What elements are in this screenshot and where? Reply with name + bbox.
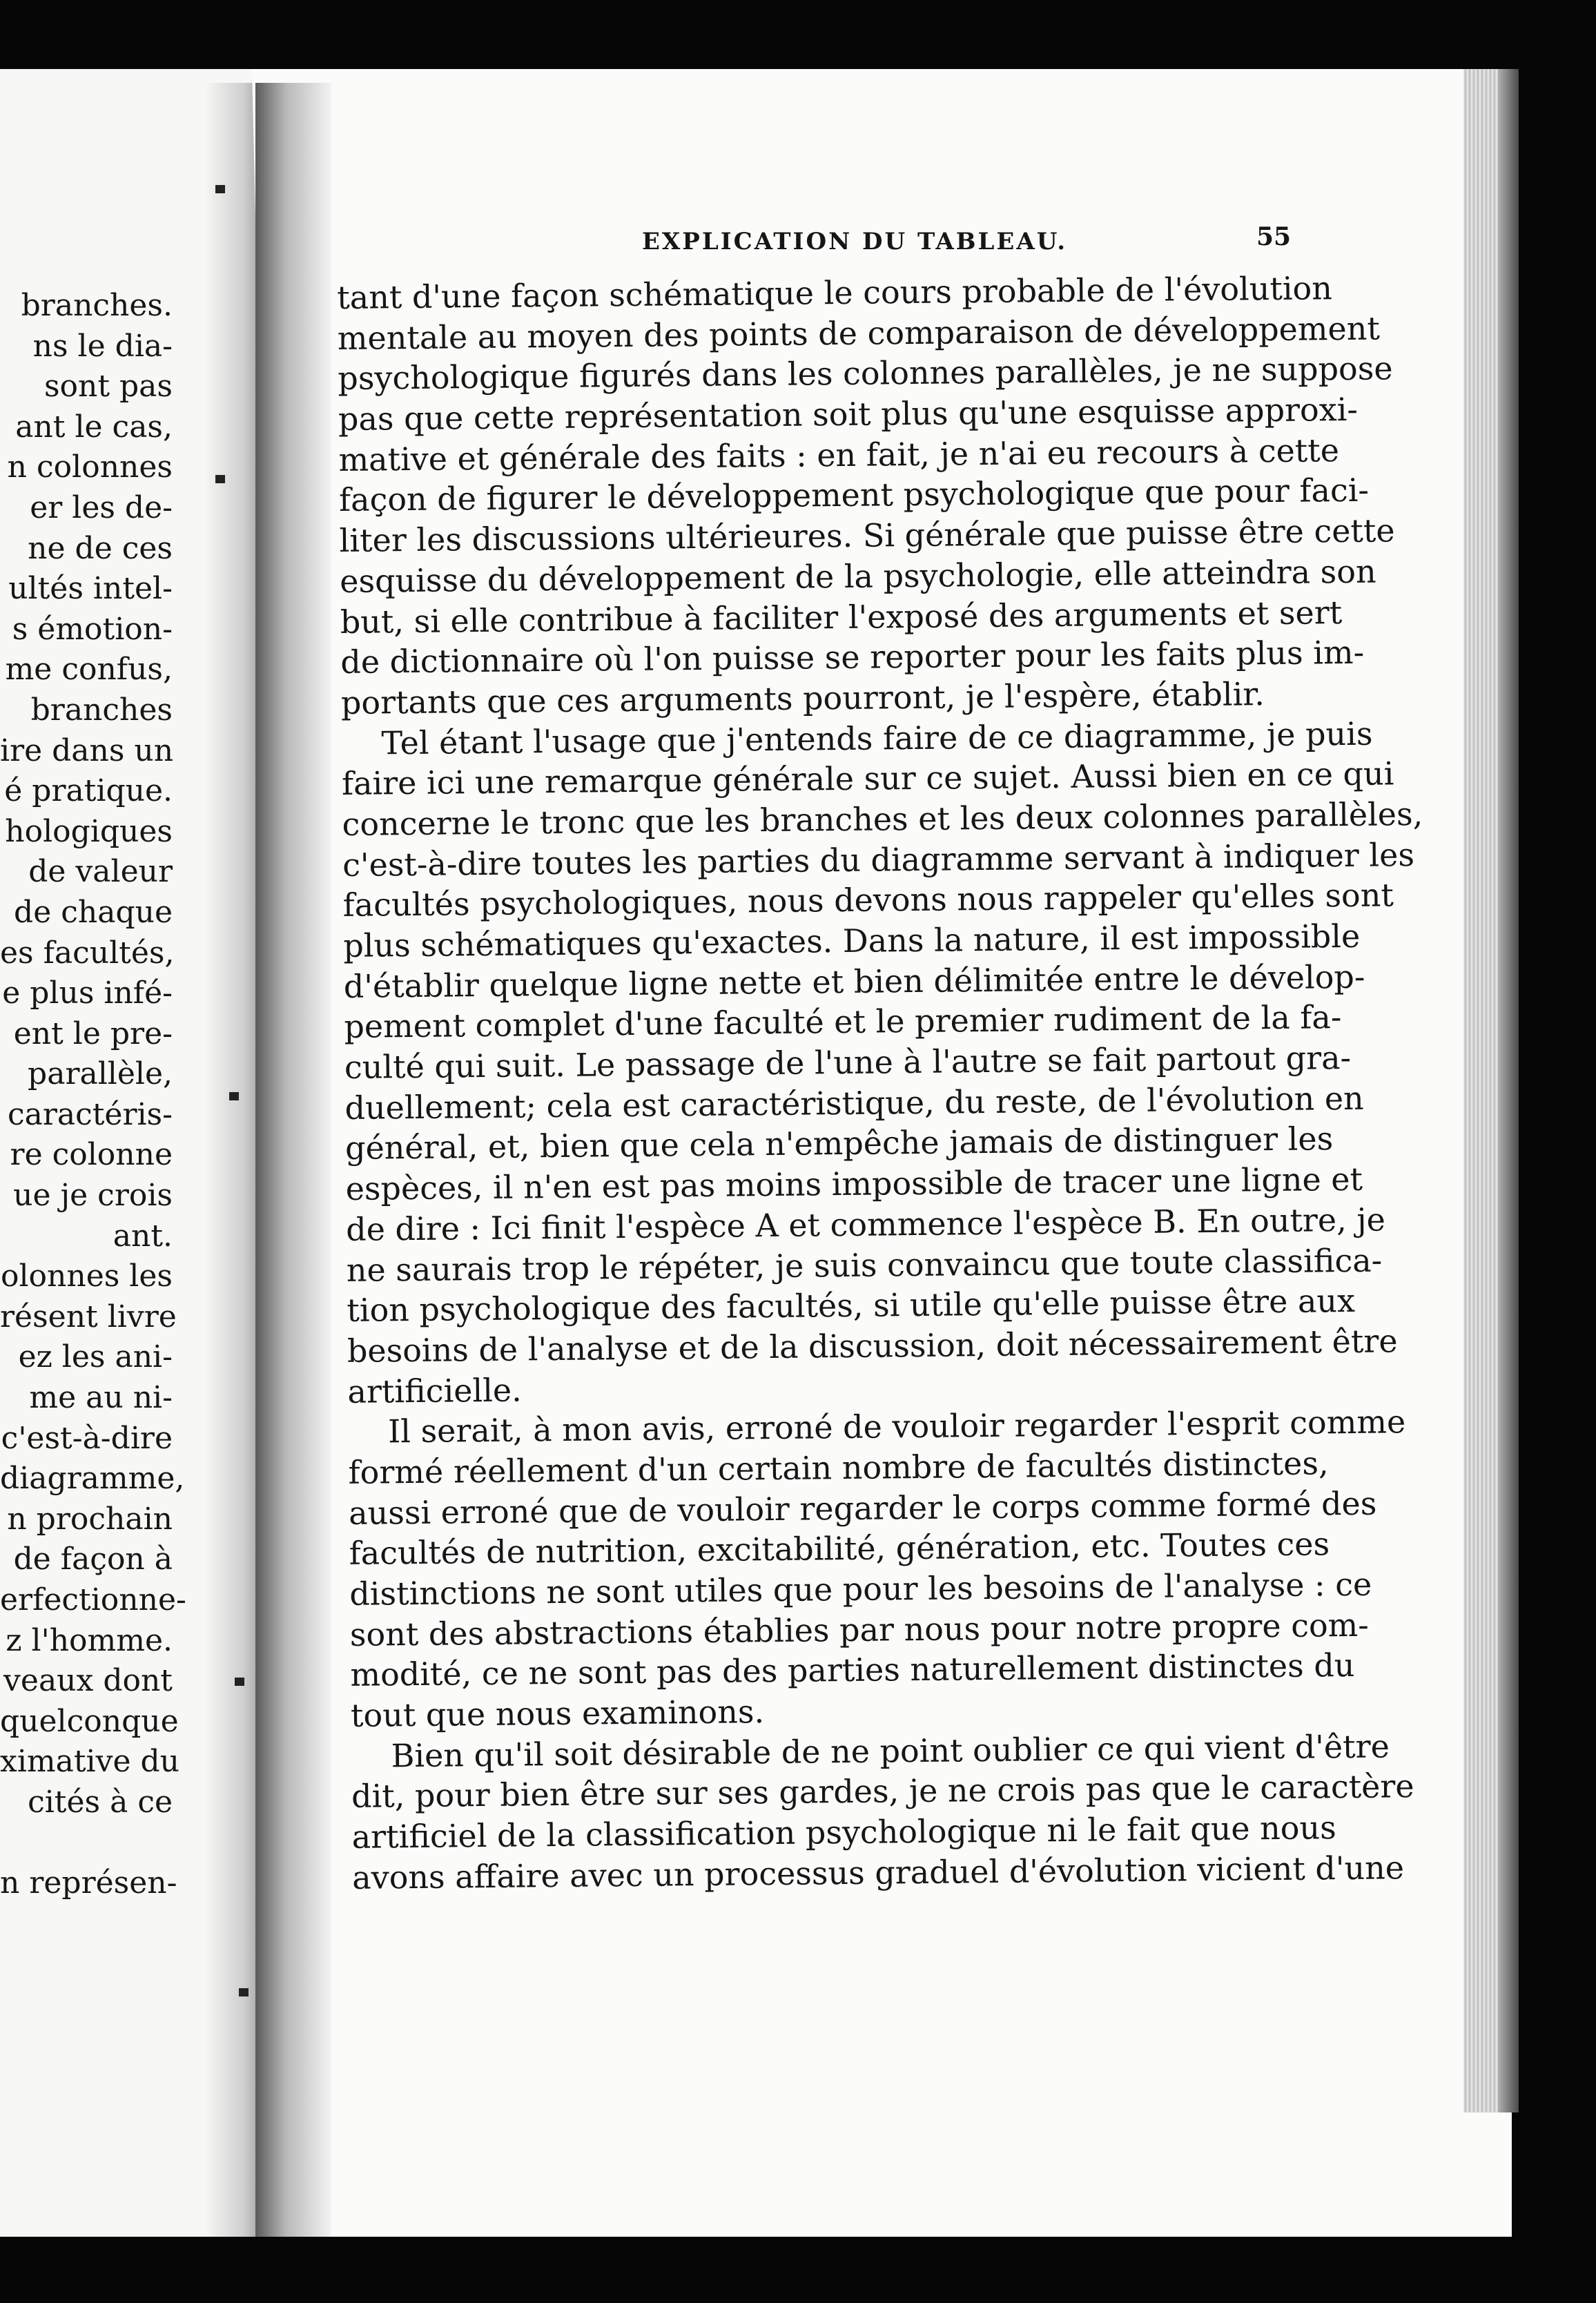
left-line: s émotion-	[12, 611, 173, 647]
text-line: plus schématiques qu'exactes. Dans la nature, il est impossible	[343, 917, 1361, 964]
text-line: mative et générale des faits : en fait, je n'ai eu recours à cette	[338, 431, 1340, 478]
text-line: avons affaire avec un processus graduel d'évolution vicient d'une	[351, 1849, 1405, 1896]
gutter-shadow	[255, 83, 331, 2237]
left-line: caractéris-	[7, 1096, 173, 1132]
left-line: ant.	[113, 1218, 173, 1254]
left-line: ns le dia-	[32, 328, 173, 364]
left-line: ultés intel-	[8, 571, 173, 607]
text-line: facultés psychologiques, nous devons nous rappeler qu'elles sont	[342, 876, 1394, 924]
left-line: olonnes les	[0, 1259, 173, 1294]
left-line: quelconque	[0, 1703, 179, 1739]
left-line: veaux dont	[3, 1663, 173, 1699]
text-line: tant d'une façon schématique le cours probable de l'évolution	[337, 269, 1333, 316]
text-line: portants que ces arguments pourront, je l'espère, établir.	[340, 675, 1265, 721]
left-line: cités à ce	[28, 1784, 173, 1820]
left-line: ire dans un	[0, 732, 174, 768]
left-line: me confus,	[5, 652, 173, 688]
margin-mark	[239, 1988, 249, 1996]
text-line: tion psychologique des facultés, si utile qu'elle puisse être aux	[347, 1282, 1356, 1330]
body-text	[337, 268, 1423, 1898]
left-line: ue je crois	[13, 1178, 173, 1214]
text-line: liter les discussions ultérieures. Si générale que puisse être cette	[339, 512, 1395, 560]
left-line: branches.	[21, 288, 173, 323]
text-line: faire ici une remarque générale sur ce sujet. Aussi bien en ce qui	[341, 755, 1394, 803]
text-line: ne saurais trop le répéter, je suis convaincu que toute classifica-	[346, 1241, 1383, 1289]
margin-mark	[215, 475, 225, 483]
left-line: branches	[30, 692, 173, 728]
left-line: es facultés,	[0, 935, 175, 971]
text-line: psychologique figurés dans les colonnes parallèles, je ne suppose	[338, 349, 1393, 398]
paragraph-start-line: Il serait, à mon avis, erroné de vouloir regarder l'esprit comme	[387, 1403, 1406, 1450]
left-line: ximative du	[0, 1744, 179, 1780]
margin-mark	[235, 1678, 244, 1686]
margin-mark	[215, 185, 225, 193]
text-line: c'est-à-dire toutes les parties du diagramme servant à indiquer les	[342, 835, 1415, 884]
left-page-text	[0, 286, 186, 1904]
left-line: diagramme,	[0, 1461, 185, 1497]
text-line: esquisse du développement de la psychologie, elle atteindra son	[339, 552, 1376, 600]
text-line: pas que cette représentation soit plus qu'une esquisse approxi-	[338, 390, 1359, 438]
text-line: de dire : Ici finit l'espèce A et commence l'espèce B. En outre, je	[345, 1201, 1386, 1248]
left-line: n représen-	[0, 1865, 177, 1901]
left-line: de valeur	[28, 854, 173, 890]
text-line: distinctions ne sont utiles que pour les besoins de l'analyse : ce	[349, 1565, 1372, 1613]
left-line: ez les ani-	[18, 1339, 173, 1375]
text-line: artificielle.	[347, 1371, 523, 1410]
left-line: é pratique.	[4, 773, 173, 809]
running-header: EXPLICATION DU TABLEAU.	[642, 228, 1068, 255]
left-line: c'est-à-dire	[1, 1420, 173, 1456]
text-line: dit, pour bien être sur ses gardes, je ne crois pas que le caractère	[351, 1767, 1414, 1816]
page-number: 55	[1256, 222, 1292, 251]
left-line: erfectionne-	[0, 1582, 186, 1617]
text-line: duellement; cela est caractéristique, du reste, de l'évolution en	[344, 1079, 1364, 1127]
left-line: parallèle,	[28, 1056, 173, 1092]
text-line: pement complet d'une faculté et le premier rudiment de la fa-	[344, 998, 1342, 1046]
paragraph-start-line: Tel étant l'usage que j'entends faire de ce diagramme, je puis	[381, 715, 1373, 761]
text-line: de dictionnaire où l'on puisse se reporter pour les faits plus im-	[340, 633, 1365, 681]
left-line: er les de-	[30, 489, 173, 525]
left-line: résent livre	[0, 1299, 177, 1334]
text-line: général, et, bien que cela n'empêche jamais de distinguer les	[344, 1120, 1334, 1167]
left-line: hologiques	[5, 813, 173, 849]
text-line: d'établir quelque ligne nette et bien délimitée entre le dévelop-	[343, 958, 1365, 1005]
text-line: besoins de l'analyse et de la discussion, doit nécessairement être	[347, 1322, 1398, 1370]
left-line: sont pas	[43, 369, 173, 405]
text-line: espèces, il n'en est pas moins impossible de tracer une ligne et	[345, 1160, 1363, 1208]
left-line-gap	[0, 1823, 173, 1864]
text-line: but, si elle contribue à faciliter l'exposé des arguments et sert	[340, 593, 1343, 641]
left-line: re colonne	[10, 1137, 173, 1173]
left-line: z l'homme.	[6, 1622, 173, 1658]
left-line: ent le pre-	[13, 1016, 173, 1051]
text-line: modité, ce ne sont pas des parties naturellement distinctes du	[350, 1646, 1355, 1694]
left-line: me au ni-	[29, 1380, 173, 1416]
left-line: n colonnes	[7, 449, 173, 485]
paragraph-start-line: Bien qu'il soit désirable de ne point oublier ce qui vient d'être	[391, 1727, 1390, 1775]
left-line: ne de ces	[28, 530, 173, 566]
text-line: aussi erroné que de vouloir regarder le corps comme formé des	[348, 1484, 1377, 1532]
left-line: de chaque	[14, 894, 173, 930]
left-line: de façon à	[13, 1542, 173, 1577]
text-line: artificiel de la classification psychologique ni le fait que nous	[351, 1809, 1336, 1856]
text-line: sont des abstractions établies par nous pour notre propre com-	[349, 1606, 1370, 1653]
left-line: n prochain	[7, 1501, 173, 1537]
margin-mark	[229, 1092, 239, 1100]
text-line: culté qui suit. Le passage de l'une à l'autre se fait partout gra-	[344, 1039, 1352, 1087]
text-line: formé réellement d'un certain nombre de facultés distinctes,	[348, 1444, 1329, 1491]
text-line: concerne le tronc que les branches et les deux colonnes parallèles,	[342, 795, 1423, 843]
text-line: facultés de nutrition, excitabilité, génération, etc. Toutes ces	[349, 1525, 1330, 1573]
page-edge-shadow	[1498, 69, 1519, 2112]
left-line: e plus infé-	[2, 975, 173, 1011]
text-line: façon de figurer le développement psychologique que pour faci-	[338, 472, 1370, 519]
text-line: mentale au moyen des points de comparaison de développement	[337, 309, 1381, 357]
text-line: tout que nous examinons.	[350, 1693, 765, 1734]
left-line: ant le cas,	[15, 409, 173, 445]
